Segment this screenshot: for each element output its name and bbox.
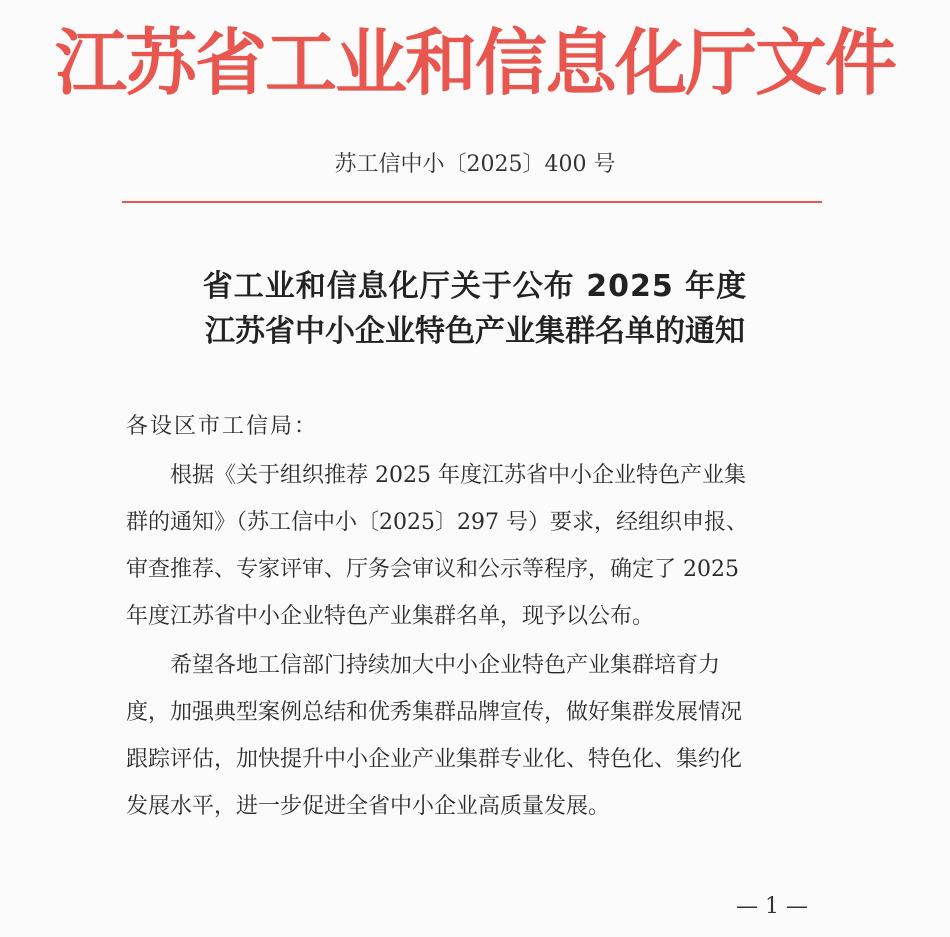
page-number: — 1 — <box>736 894 808 919</box>
paragraph-1-line-1: 根据《关于组织推荐 2025 年度江苏省中小企业特色产业集 <box>126 463 746 488</box>
paragraph-2-line-1: 希望各地工信部门持续加大中小企业特色产业集群培育力 <box>126 653 721 678</box>
paragraph-1-line-4: 年度江苏省中小企业特色产业集群名单，现予以公布。 <box>126 604 655 629</box>
paragraph-2-line-3: 跟踪评估，加快提升中小企业产业集群专业化、特色化、集约化 <box>126 747 743 772</box>
red-divider-line <box>122 201 822 203</box>
notice-title-line-2: 江苏省中小企业特色产业集群名单的通知 <box>205 314 745 349</box>
paragraph-2-line-4: 发展水平，进一步促进全省中小企业高质量发展。 <box>126 794 611 819</box>
notice-title-line-1: 省工业和信息化厅关于公布 2025 年度 <box>202 269 748 304</box>
org-header-title: 江苏省工业和信息化厅文件 <box>54 20 895 105</box>
paragraph-1-line-2: 群的通知》（苏工信中小〔2025〕297 号）要求，经组织申报、 <box>126 510 748 535</box>
paragraph-1-line-3: 审查推荐、专家评审、厅务会审议和公示等程序，确定了 2025 <box>126 557 739 582</box>
document-number: 苏工信中小〔2025〕400 号 <box>334 152 616 177</box>
paragraph-2-line-2: 度，加强典型案例总结和优秀集群品牌宣传，做好集群发展情况 <box>126 700 743 725</box>
salutation: 各设区市工信局： <box>126 414 319 439</box>
